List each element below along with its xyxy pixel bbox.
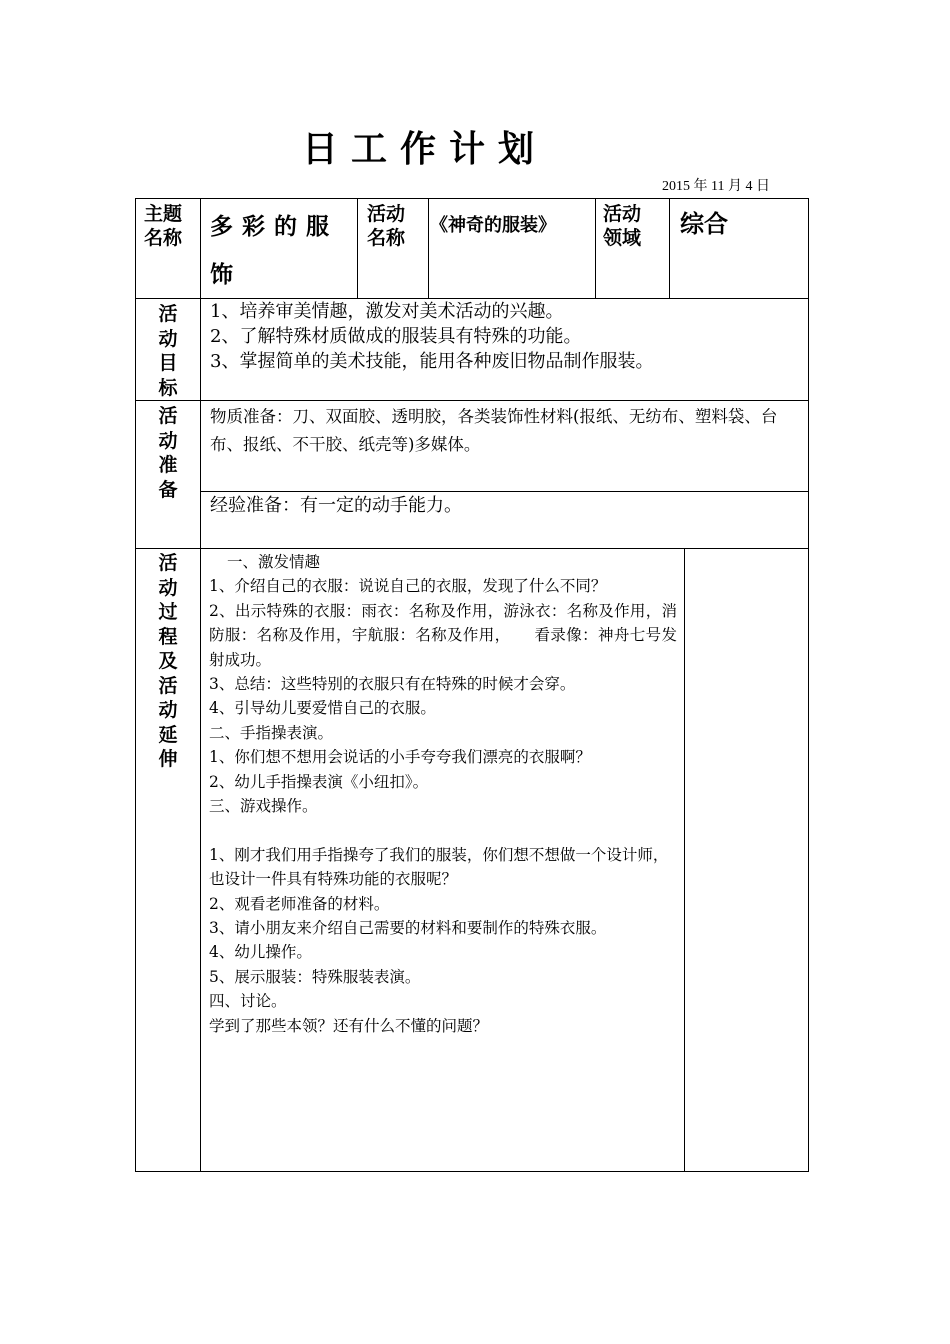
- process-line: 4、引导幼儿要爱惜自己的衣服。: [209, 699, 436, 718]
- goal-item: 1、培养审美情趣，激发对美术活动的兴趣。: [210, 301, 564, 322]
- table-border-right: [808, 198, 809, 1172]
- process-line: 2、观看老师准备的材料。: [209, 894, 390, 913]
- domain-label: 活动领域: [603, 203, 642, 249]
- table-border-bottom: [135, 1171, 809, 1172]
- activity-label: 活动名称: [367, 203, 406, 249]
- process-line: [209, 818, 677, 842]
- page-title: 日工作计划: [302, 129, 548, 170]
- table-border-top: [135, 198, 809, 199]
- process-line: 三、游戏操作。: [209, 797, 318, 816]
- process-content: [209, 550, 677, 1038]
- column-divider-activity: [595, 198, 596, 299]
- process-line: 学到了那些本领？还有什么不懂的问题？: [209, 1016, 489, 1035]
- process-line: 4、幼儿操作。: [209, 943, 312, 962]
- domain-value: 综合: [680, 210, 728, 238]
- theme-value: 多彩的服饰: [210, 214, 338, 288]
- goal-item: 3、掌握简单的美术技能，能用各种废旧物品制作服装。: [210, 351, 654, 372]
- material-preparation: 物质准备：刀、双面胶、透明胶，各类装饰性材料(报纸、无纺布、塑料袋、台布、报纸、不干胶、纸壳等)多媒体。: [210, 407, 778, 454]
- column-divider-activity-label: [428, 198, 429, 299]
- preparation-label: 活动准备: [158, 405, 178, 501]
- process-line: 二、手指操表演。: [209, 723, 334, 742]
- process-line: 3、请小朋友来介绍自己需要的材料和要制作的特殊衣服。: [209, 919, 607, 938]
- row-divider-prep: [201, 491, 809, 492]
- theme-label: 主题名称: [144, 203, 183, 249]
- column-divider-domain-label: [669, 198, 670, 299]
- experience-preparation: 经验准备：有一定的动手能力。: [210, 495, 462, 516]
- process-line: 2、出示特殊的衣服：雨衣：名称及作用，游泳衣：名称及作用，消防服：名称及作用，宇航服：名称及作用， 看录像：神舟七号发射成功。: [209, 601, 677, 669]
- process-label: 活动过程及活动延伸: [158, 552, 178, 770]
- activity-value: 《神奇的服装》: [430, 215, 556, 236]
- process-line: 5、展示服装：特殊服装表演。: [209, 967, 421, 986]
- goals-label: 活动目标: [158, 303, 178, 399]
- goals-list: [210, 299, 653, 374]
- goal-item: 2、了解特殊材质做成的服装具有特殊的功能。: [210, 326, 582, 347]
- process-line: 1、介绍自己的衣服：说说自己的衣服，发现了什么不同？: [209, 577, 607, 596]
- remarks-cell: [685, 549, 808, 1171]
- process-line: 2、幼儿手指操表演《小纽扣》。: [209, 772, 429, 791]
- process-line: 一、激发情趣: [227, 553, 321, 571]
- table-border-left: [135, 198, 136, 1172]
- process-line: 四、讨论。: [209, 992, 287, 1011]
- process-line: 1、你们想不想用会说话的小手夸夸我们漂亮的衣服啊？: [209, 748, 591, 767]
- plan-date: 2015 年 11 月 4 日: [662, 179, 770, 194]
- process-line: 3、总结：这些特别的衣服只有在特殊的时候才会穿。: [209, 675, 576, 694]
- process-line: 1、刚才我们用手指操夸了我们的服装，你们想不想做一个设计师，也设计一件具有特殊功能的衣服呢？: [209, 845, 669, 889]
- row-divider-2: [135, 400, 809, 401]
- label-column-divider: [200, 198, 201, 1172]
